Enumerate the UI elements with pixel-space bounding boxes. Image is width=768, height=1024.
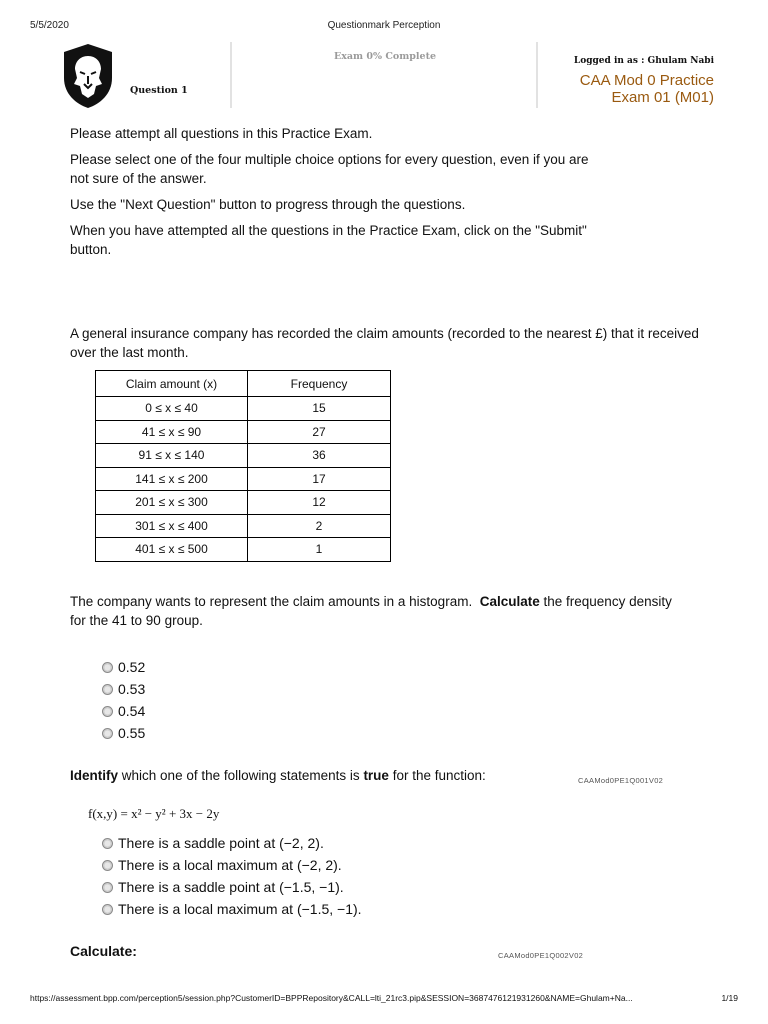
- table-cell: 36: [248, 444, 391, 468]
- q2-text-2: for the function:: [392, 768, 486, 783]
- claims-table: [95, 370, 391, 562]
- q1-option-4[interactable]: [102, 723, 145, 743]
- table-row: [96, 514, 391, 538]
- table-row: [96, 444, 391, 468]
- table-header-row: [96, 371, 391, 397]
- radio-button[interactable]: [102, 882, 113, 893]
- table-cell: 2: [248, 514, 391, 538]
- print-date: 5/5/2020: [30, 20, 69, 31]
- option-label: 0.52: [118, 659, 146, 675]
- page-number: 1/19: [721, 993, 738, 1003]
- radio-button[interactable]: [102, 684, 113, 695]
- q2-option-4[interactable]: [102, 899, 362, 919]
- table-cell: 0 ≤ x ≤ 40: [96, 397, 248, 421]
- table-cell: 301 ≤ x ≤ 400: [96, 514, 248, 538]
- q2-prompt: [70, 766, 540, 785]
- table-cell: 401 ≤ x ≤ 500: [96, 538, 248, 562]
- table-cell: 15: [248, 397, 391, 421]
- instruction-2: Please select one of the four multiple choice options for every question, even if you are not sure of the answer.: [70, 152, 589, 186]
- radio-button[interactable]: [102, 662, 113, 673]
- exam-title-line1: CAA Mod 0 Practice: [579, 72, 714, 89]
- exam-progress: Exam 0% Complete: [333, 51, 437, 62]
- table-cell: 91 ≤ x ≤ 140: [96, 444, 248, 468]
- header-divider: [536, 42, 538, 108]
- q2-option-1[interactable]: [102, 833, 324, 853]
- instruction-1: Please attempt all questions in this Practice Exam.: [70, 126, 373, 141]
- table-header-claim: Claim amount (x): [96, 371, 248, 397]
- q3-code: CAAMod0PE1Q002V02: [498, 951, 584, 960]
- table-row: [96, 397, 391, 421]
- table-cell: 12: [248, 491, 391, 515]
- table-cell: 201 ≤ x ≤ 300: [96, 491, 248, 515]
- option-label: 0.54: [118, 703, 146, 719]
- q1-prompt-pre: The company wants to represent the claim amounts in a histogram.: [70, 594, 473, 609]
- exam-title-line2: Exam 01 (M01): [611, 89, 714, 106]
- q2-text-1: which one of the following statements is: [121, 768, 360, 783]
- table-header-frequency: Frequency: [248, 371, 391, 397]
- print-title: Questionmark Perception: [327, 20, 441, 31]
- table-cell: 27: [248, 420, 391, 444]
- q2-bold-true: true: [363, 768, 389, 783]
- radio-button[interactable]: [102, 706, 113, 717]
- table-row: [96, 491, 391, 515]
- instruction-3: Use the "Next Question" button to progress through the questions.: [70, 197, 466, 212]
- page-url: https://assessment.bpp.com/perception5/session.php?CustomerID=BPPRepository&CALL=lti_21rc3.pip&SESSION=3687476121931260&NAME=Ghulam+Na...: [30, 993, 633, 1003]
- instruction-4: When you have attempted all the questions in the Practice Exam, click on the "Submit" button.: [70, 223, 587, 257]
- q3-label: Calculate:: [70, 943, 137, 959]
- q2-code: CAAMod0PE1Q001V02: [578, 776, 664, 785]
- q1-prompt-post: the frequency density for the 41 to 90 group.: [70, 594, 672, 628]
- q1-prompt: [70, 592, 690, 630]
- q1-option-3[interactable]: [102, 701, 145, 721]
- q1-option-2[interactable]: [102, 679, 145, 699]
- table-row: [96, 420, 391, 444]
- q2-option-3[interactable]: [102, 877, 344, 897]
- q1-prompt-bold: Calculate: [479, 594, 540, 609]
- q1-intro: A general insurance company has recorded the claim amounts (recorded to the nearest £) that it received over the last month.: [70, 326, 699, 360]
- table-row: [96, 467, 391, 491]
- q2-formula: f(x,y) = x² − y² + 3x − 2y: [88, 806, 220, 821]
- radio-button[interactable]: [102, 728, 113, 739]
- radio-button[interactable]: [102, 904, 113, 915]
- q2-bold-identify: Identify: [70, 768, 119, 783]
- lion-logo-icon: [60, 42, 116, 110]
- q2-option-2[interactable]: [102, 855, 342, 875]
- table-cell: 141 ≤ x ≤ 200: [96, 467, 248, 491]
- logged-in-user: Logged in as : Ghulam Nabi: [573, 56, 714, 66]
- table-cell: 17: [248, 467, 391, 491]
- question-label: Question 1: [130, 85, 188, 96]
- option-label: There is a local maximum at (−1.5, −1).: [118, 901, 362, 917]
- table-row: [96, 538, 391, 562]
- radio-button[interactable]: [102, 838, 113, 849]
- option-label: There is a saddle point at (−1.5, −1).: [118, 879, 344, 895]
- q1-option-1[interactable]: [102, 657, 145, 677]
- table-cell: 41 ≤ x ≤ 90: [96, 420, 248, 444]
- option-label: 0.55: [118, 725, 146, 741]
- option-label: There is a local maximum at (−2, 2).: [118, 857, 342, 873]
- table-cell: 1: [248, 538, 391, 562]
- option-label: 0.53: [118, 681, 146, 697]
- option-label: There is a saddle point at (−2, 2).: [118, 835, 324, 851]
- exam-title: [580, 72, 714, 106]
- radio-button[interactable]: [102, 860, 113, 871]
